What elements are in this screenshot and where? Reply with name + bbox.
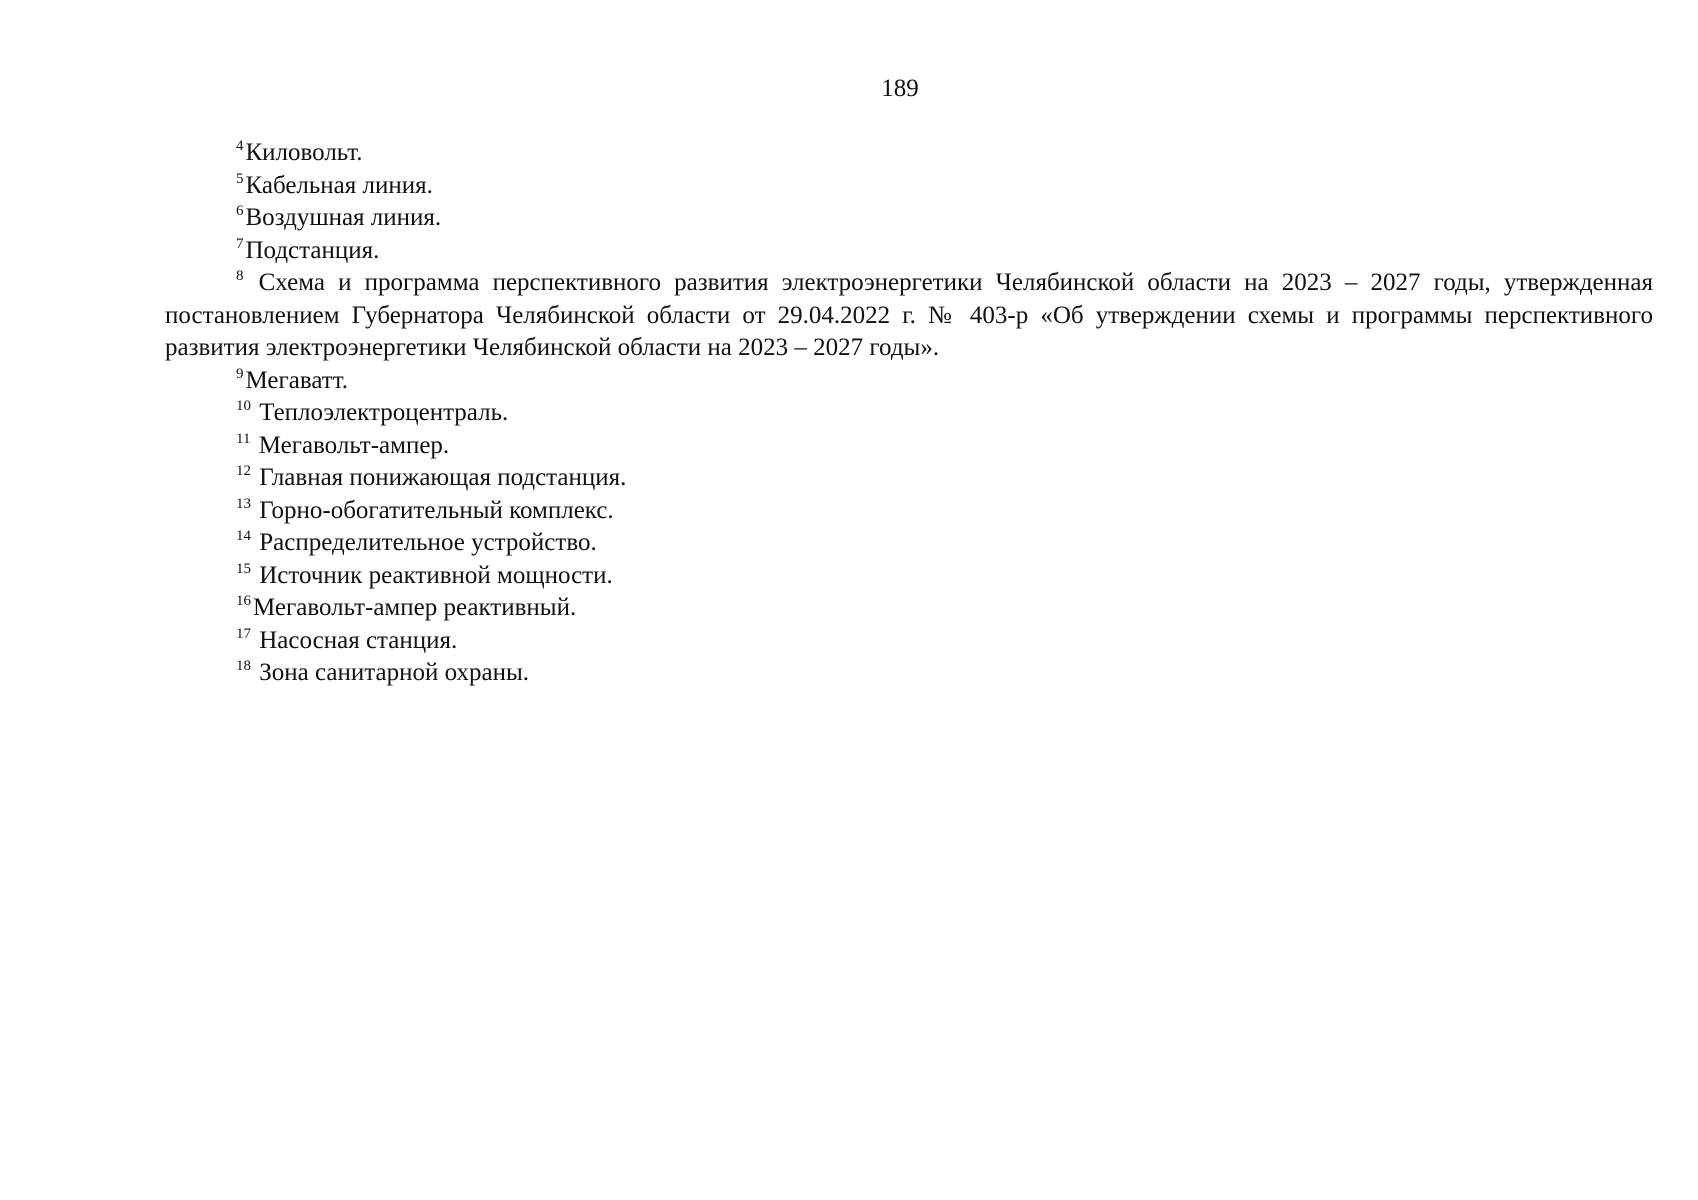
footnote-text: Источник реактивной мощности. — [253, 561, 613, 589]
footnote-text: Распределительное устройство. — [253, 529, 597, 556]
footnote-7 — [165, 235, 1653, 268]
footnote-13 — [165, 495, 1653, 528]
footnote-text: Мегаватт. — [245, 366, 348, 394]
footnote-text: Подстанция. — [245, 236, 380, 264]
footnote-marker: 12 — [236, 463, 251, 479]
footnote-marker: 18 — [236, 658, 251, 674]
footnote-marker: 15 — [236, 560, 251, 577]
footnote-marker: 17 — [236, 625, 251, 642]
footnote-marker: 4 — [236, 138, 244, 154]
footnote-16 — [165, 592, 1653, 625]
footnote-marker: 6 — [236, 203, 244, 219]
footnote-marker: 5 — [236, 170, 244, 187]
footnote-text: Мегавольт-ампер. — [252, 431, 450, 459]
footnote-10 — [165, 397, 1653, 430]
page-number: 189 — [881, 75, 919, 102]
footnote-17 — [165, 625, 1653, 658]
footnote-11 — [165, 430, 1653, 463]
footnote-text: Схема и программа перспективного развития электроэнергетики Челябинской области на 2023 – 2027 годы, утвержденная постановлением Губернатора Челябинской области от 29.04.2022 г. № 403-р «Об утверждении схемы и программы перспективного развития электроэнергетики Челябинской области на 2023 – 2027 годы». — [165, 269, 1653, 361]
footnote-14 — [165, 527, 1653, 560]
footnote-text: Воздушная линия. — [245, 204, 442, 231]
footnote-4 — [165, 137, 1653, 170]
footnote-marker: 8 — [236, 268, 244, 284]
footnote-15 — [165, 560, 1653, 593]
footnote-marker: 10 — [236, 398, 251, 414]
footnote-text: Зона санитарной охраны. — [253, 659, 529, 686]
footnote-text: Насосная станция. — [253, 626, 458, 654]
footnote-text: Теплоэлектроцентраль. — [253, 399, 509, 426]
footnote-text: Киловольт. — [245, 139, 363, 166]
footnote-marker: 11 — [236, 430, 251, 447]
footnote-9 — [165, 365, 1653, 398]
footnote-12 — [165, 462, 1653, 495]
footnotes-list — [165, 137, 1653, 690]
footnote-marker: 9 — [236, 365, 244, 382]
footnote-6 — [165, 202, 1653, 235]
footnote-8 — [165, 267, 1653, 365]
footnote-text: Главная понижающая подстанция. — [253, 464, 627, 491]
footnote-marker: 14 — [236, 528, 251, 544]
footnote-marker: 7 — [236, 235, 244, 252]
footnote-marker: 13 — [236, 495, 251, 512]
footnote-text: Горно-обогатительный комплекс. — [253, 496, 614, 524]
footnote-5 — [165, 170, 1653, 203]
footnote-text: Кабельная линия. — [245, 171, 433, 199]
footnote-marker: 16 — [236, 593, 251, 609]
footnote-18 — [165, 657, 1653, 690]
footnote-text: Мегавольт-ампер реактивный. — [253, 594, 577, 621]
